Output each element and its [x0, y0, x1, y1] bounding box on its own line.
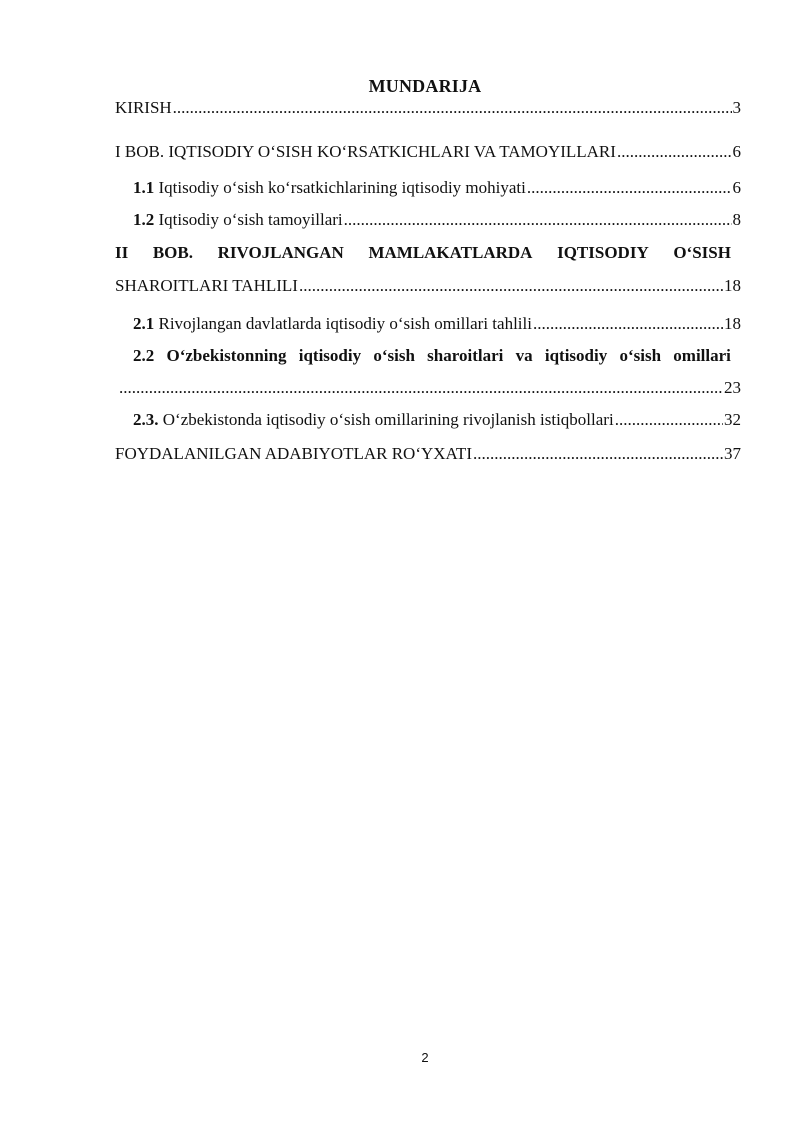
- toc-entry-chapter-1: [115, 142, 741, 162]
- toc-section-number: 1.2: [133, 210, 155, 229]
- toc-word: o‘sish: [373, 346, 415, 365]
- toc-word: iqtisodiy: [298, 346, 362, 365]
- toc-entry-chapter-2-heading: [115, 243, 731, 263]
- toc-page-number: 3: [732, 98, 741, 117]
- toc-title: MUNDARIJA: [368, 76, 482, 96]
- toc-word: iqtisodiy: [544, 346, 608, 365]
- toc-entry-text: Rivojlangan davlatlarda iqtisodiy o‘sish omillari tahlili: [154, 314, 532, 333]
- toc-leader-dots: [473, 444, 723, 464]
- toc-entry-section-1-2: [133, 210, 741, 230]
- toc-leader-dots: [615, 410, 723, 430]
- toc-word: RIVOJLANGAN: [217, 243, 344, 262]
- toc-word: sharoitlari: [427, 346, 504, 365]
- toc-leader-dots: [527, 178, 732, 198]
- toc-word: va: [515, 346, 533, 365]
- toc-entry-text: KIRISH: [115, 98, 172, 117]
- toc-page-number: 18: [724, 276, 741, 295]
- toc-word: omillari: [673, 346, 731, 365]
- toc-leader-dots: [173, 98, 732, 118]
- toc-page-number: 37: [724, 444, 741, 463]
- toc-entry-section-2-2-continuation: [118, 378, 741, 398]
- toc-page-number: 8: [732, 210, 741, 229]
- toc-leader-dots: [299, 276, 723, 296]
- page-number: 2: [421, 1050, 429, 1065]
- toc-page-number: 6: [732, 178, 741, 197]
- toc-page-number: 18: [724, 314, 741, 333]
- toc-entry-text: SHAROITLARI TAHLILI: [115, 276, 298, 295]
- toc-entry-section-2-1: [133, 314, 741, 334]
- toc-leader-dots: [119, 378, 723, 398]
- toc-entry-section-2-3: [133, 410, 741, 430]
- toc-page-number: 32: [724, 410, 741, 429]
- toc-page-number: 23: [724, 378, 741, 397]
- toc-leader-dots: [617, 142, 732, 162]
- toc-entry-text: Iqtisodiy o‘sish ko‘rsatkichlarining iqtisodiy mohiyati: [154, 178, 526, 197]
- toc-entry-references: [115, 444, 741, 464]
- toc-leader-dots: [344, 210, 732, 230]
- toc-leader-dots: [533, 314, 723, 334]
- toc-entry-text: Iqtisodiy o‘sish tamoyillari: [154, 210, 343, 229]
- toc-entry-section-2-2-heading: [133, 346, 731, 366]
- toc-word: O‘zbekistonning: [166, 346, 287, 365]
- toc-section-number: 1.1: [133, 178, 155, 197]
- toc-section-number: 2.1: [133, 314, 155, 333]
- toc-entry-text: O‘zbekistonda iqtisodiy o‘sish omillarining rivojlanish istiqbollari: [158, 410, 614, 429]
- toc-page-number: 6: [732, 142, 741, 161]
- toc-section-number: 2.3.: [133, 410, 159, 429]
- toc-word: IQTISODIY: [557, 243, 649, 262]
- toc-word: O‘SISH: [673, 243, 731, 262]
- toc-entry-chapter-2-continuation: [115, 276, 741, 296]
- toc-word: BOB.: [152, 243, 193, 262]
- toc-entry-section-1-1: [133, 178, 741, 198]
- toc-entry-kirish: [115, 98, 741, 118]
- toc-word: II: [115, 243, 129, 262]
- toc-word: 2.2: [133, 346, 155, 365]
- toc-word: MAMLAKATLARDA: [368, 243, 533, 262]
- toc-entry-text: I BOB. IQTISODIY O‘SISH KO‘RSATKICHLARI VA TAMOYILLARI: [115, 142, 616, 161]
- toc-word: o‘sish: [619, 346, 662, 365]
- toc-entry-text: FOYDALANILGAN ADABIYOTLAR RO‘YXATI: [115, 444, 472, 463]
